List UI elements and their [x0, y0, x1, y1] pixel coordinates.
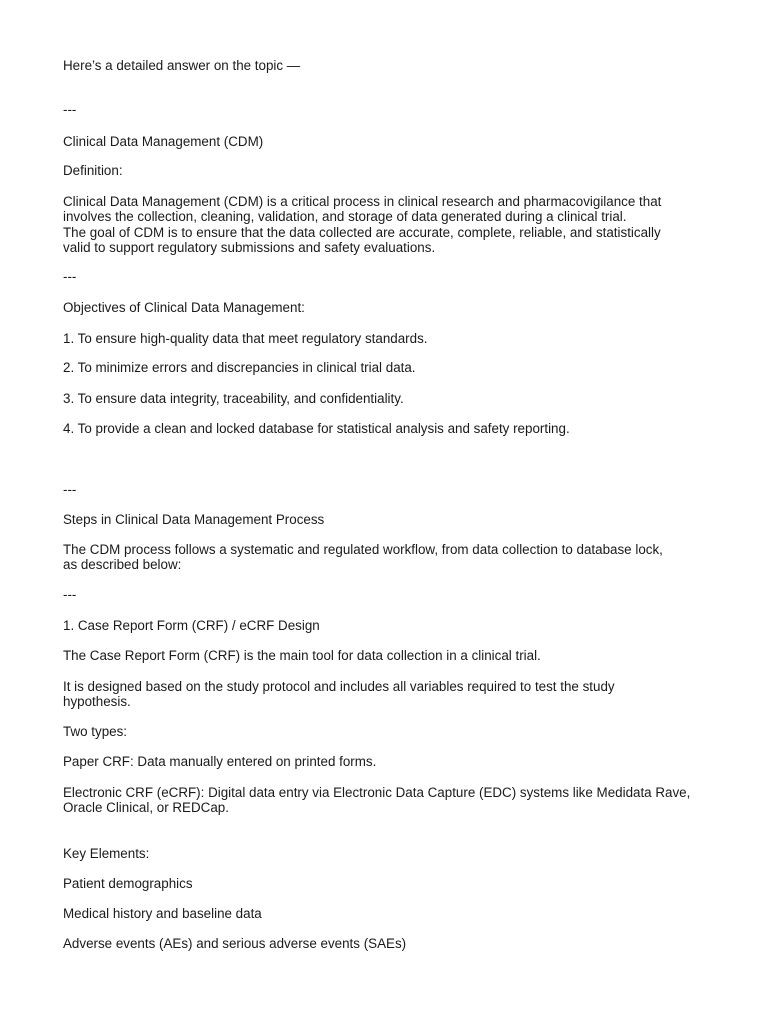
definition-line: involves the collection, cleaning, validation, and storage of data generated during a clinical trial. — [63, 209, 627, 224]
crf-main-tool-text: The Case Report Form (CRF) is the main tool for data collection in a clinical trial. — [63, 648, 541, 663]
definition-line: Clinical Data Management (CDM) is a critical process in clinical research and pharmacovigilance that — [63, 194, 662, 209]
key-element-item: Adverse events (AEs) and serious adverse events (SAEs) — [63, 936, 407, 951]
separator: --- — [63, 269, 77, 284]
definition-line: valid to support regulatory submissions and safety evaluations. — [63, 240, 436, 255]
objectives-heading: Objectives of Clinical Data Management: — [63, 300, 305, 315]
objective-item: 3. To ensure data integrity, traceability, and confidentiality. — [63, 391, 404, 406]
objective-item: 4. To provide a clean and locked database for statistical analysis and safety reporting. — [63, 421, 570, 436]
ecrf-line: Electronic CRF (eCRF): Digital data entry via Electronic Data Capture (EDC) systems like Medidata Rave, — [63, 785, 691, 800]
paper-crf-text: Paper CRF: Data manually entered on printed forms. — [63, 754, 377, 769]
definition-line: The goal of CDM is to ensure that the data collected are accurate, complete, reliable, and statistically — [63, 225, 661, 240]
intro-text: Here’s a detailed answer on the topic — — [63, 58, 301, 73]
crf-design-line: hypothesis. — [63, 694, 131, 709]
objective-item: 1. To ensure high-quality data that meet regulatory standards. — [63, 331, 428, 346]
separator: --- — [63, 482, 77, 497]
separator: --- — [63, 102, 77, 117]
two-types-label: Two types: — [63, 724, 128, 739]
objective-item: 2. To minimize errors and discrepancies in clinical trial data. — [63, 360, 416, 375]
crf-heading: 1. Case Report Form (CRF) / eCRF Design — [63, 618, 320, 633]
crf-design-line: It is designed based on the study protocol and includes all variables required to test the study — [63, 679, 615, 694]
steps-intro-line: as described below: — [63, 557, 182, 572]
cdm-heading: Clinical Data Management (CDM) — [63, 134, 264, 149]
steps-heading: Steps in Clinical Data Management Process — [63, 512, 325, 527]
steps-intro-line: The CDM process follows a systematic and regulated workflow, from data collection to database lock, — [63, 542, 663, 557]
key-element-item: Patient demographics — [63, 876, 193, 891]
definition-label: Definition: — [63, 163, 123, 178]
separator: --- — [63, 587, 77, 602]
ecrf-line: Oracle Clinical, or REDCap. — [63, 800, 229, 815]
key-element-item: Medical history and baseline data — [63, 906, 262, 921]
key-elements-label: Key Elements: — [63, 846, 150, 861]
